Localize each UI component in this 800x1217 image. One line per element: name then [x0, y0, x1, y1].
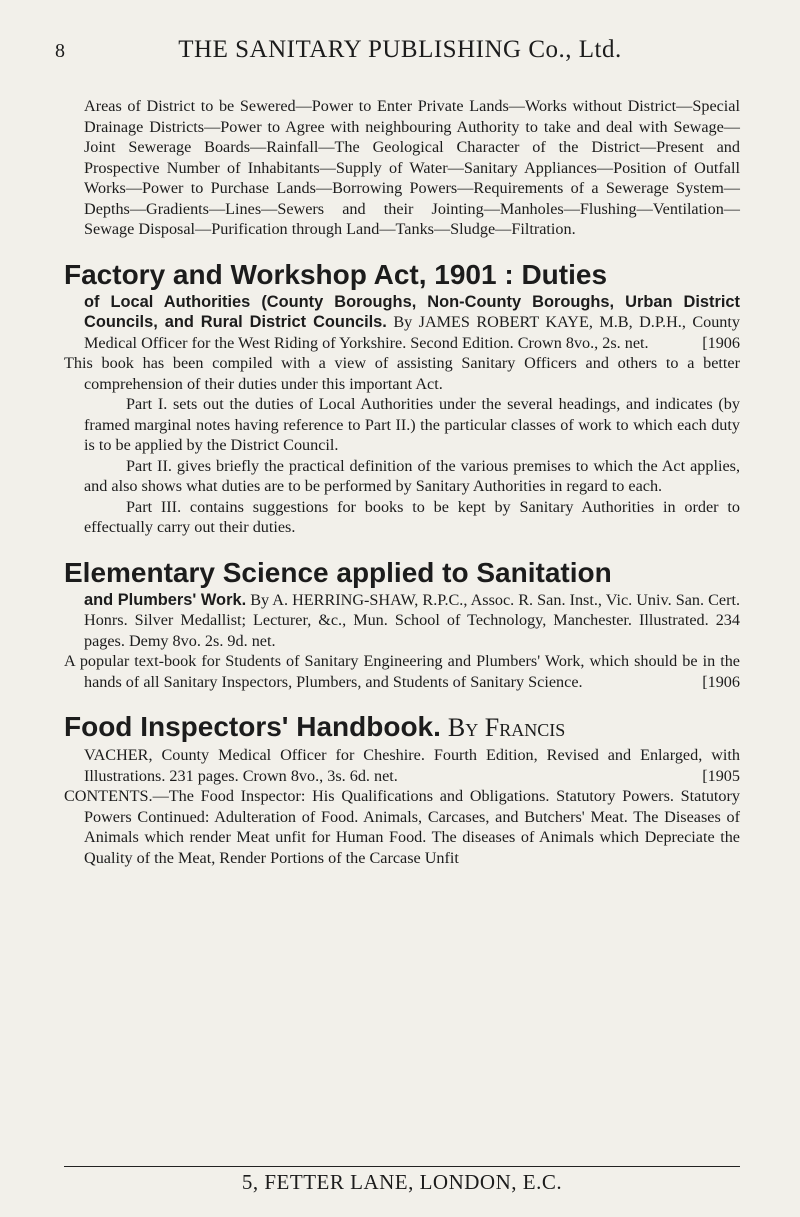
book-entry-factory-act: [64, 258, 740, 538]
page-content: [64, 96, 740, 868]
page-header: [55, 36, 745, 76]
entry-year: [1906: [702, 672, 740, 691]
page-number: 8: [55, 40, 65, 62]
entry-byline: By Francis: [447, 713, 566, 742]
entry-details: By A. HERRING-SHAW, R.P.C., Assoc. R. San. Inst., Vic. Univ. San. Cert. Honrs. Silver Medallist; Lecturer, &c., Mun. School of Technology, Manchester. Illustrated. 234 pages. Demy 8vo. 2s. 9d. net.: [84, 590, 741, 650]
entry-description: This book has been compiled with a view of assisting Sanitary Officers and others to a better comprehension of their duties under this important Act.: [64, 354, 740, 393]
entry-description: Part III. contains suggestions for books to be kept by Sanitary Authorities in order to effectually carry out their duties.: [84, 497, 740, 536]
entry-contents: CONTENTS.—The Food Inspector: His Qualifications and Obligations. Statutory Powers. Statutory Powers Continued: Adulteration of Food. Animals, Carcases, and Butchers' Meat. The Diseases of Animals which render Meat unfit for Human Food. The diseases of Animals which Depreciate the Quality of the Meat, Render Portions of the Carcase Unfit: [64, 787, 740, 867]
entry-title: Factory and Workshop Act, 1901 : Duties: [64, 258, 608, 290]
entry-details: VACHER, County Medical Officer for Cheshire. Fourth Edition, Revised and Enlarged, with Illustrations. 231 pages. Crown 8vo., 3s. 6d. net.: [84, 746, 740, 785]
book-entry-food-inspectors: [64, 710, 740, 868]
entry-description: Part I. sets out the duties of Local Authorities under the several headings, and indicates (by framed marginal notes having reference to Part II.) the particular classes of work to which each duty is to be applied by the District Council.: [84, 395, 740, 454]
entry-description: A popular text-book for Students of Sanitary Engineering and Plumbers' Work, which should be in the hands of all Sanitary Inspectors, Plumbers, and Students of Sanitary Science.: [64, 652, 740, 691]
entry-title: Elementary Science applied to Sanitation: [64, 556, 612, 588]
entry-subtitle: of Local Authorities (County Boroughs, Non-County Boroughs, Urban District Councils, and Rural District Councils.: [84, 292, 740, 331]
entry-title: Food Inspectors' Handbook.: [64, 711, 441, 742]
entry-details: By JAMES ROBERT KAYE, M.B, D.P.H., County Medical Officer for the West Riding of Yorkshire. Second Edition. Crown 8vo., 2s. net.: [84, 313, 740, 352]
entry-year: [1905: [702, 766, 740, 785]
book-entry-elementary-science: [64, 556, 740, 693]
running-title: THE SANITARY PUBLISHING Co., Ltd.: [178, 36, 622, 63]
entry-subtitle: and Plumbers' Work.: [84, 590, 247, 609]
entry-description: Part II. gives briefly the practical definition of the various premises to which the Act applies, and also shows what duties are to be performed by Sanitary Authorities in regard to each.: [84, 456, 740, 495]
entry-year: [1906: [702, 333, 740, 352]
intro-paragraph: Areas of District to be Sewered—Power to Enter Private Lands—Works without District—Special Drainage Districts—Power to Agree with neighbouring Authority to take and deal with Sewage—Joint Sewerage Boards—Rainfall—The Geological Character of the District—Present and Prospective Number of Inhabitants—Supply of Water—Sanitary Appliances—Position of Outfall Works—Power to Purchase Lands—Borrowing Powers—Requirements of a Sewerage System—Depths—Gradients—Lines—Sewers and their Jointing—Manholes—Flushing—Ventilation—Sewage Disposal—Purification through Land—Tanks—Sludge—Filtration.: [84, 97, 740, 238]
publisher-address: 5, FETTER LANE, LONDON, E.C.: [64, 1166, 740, 1195]
